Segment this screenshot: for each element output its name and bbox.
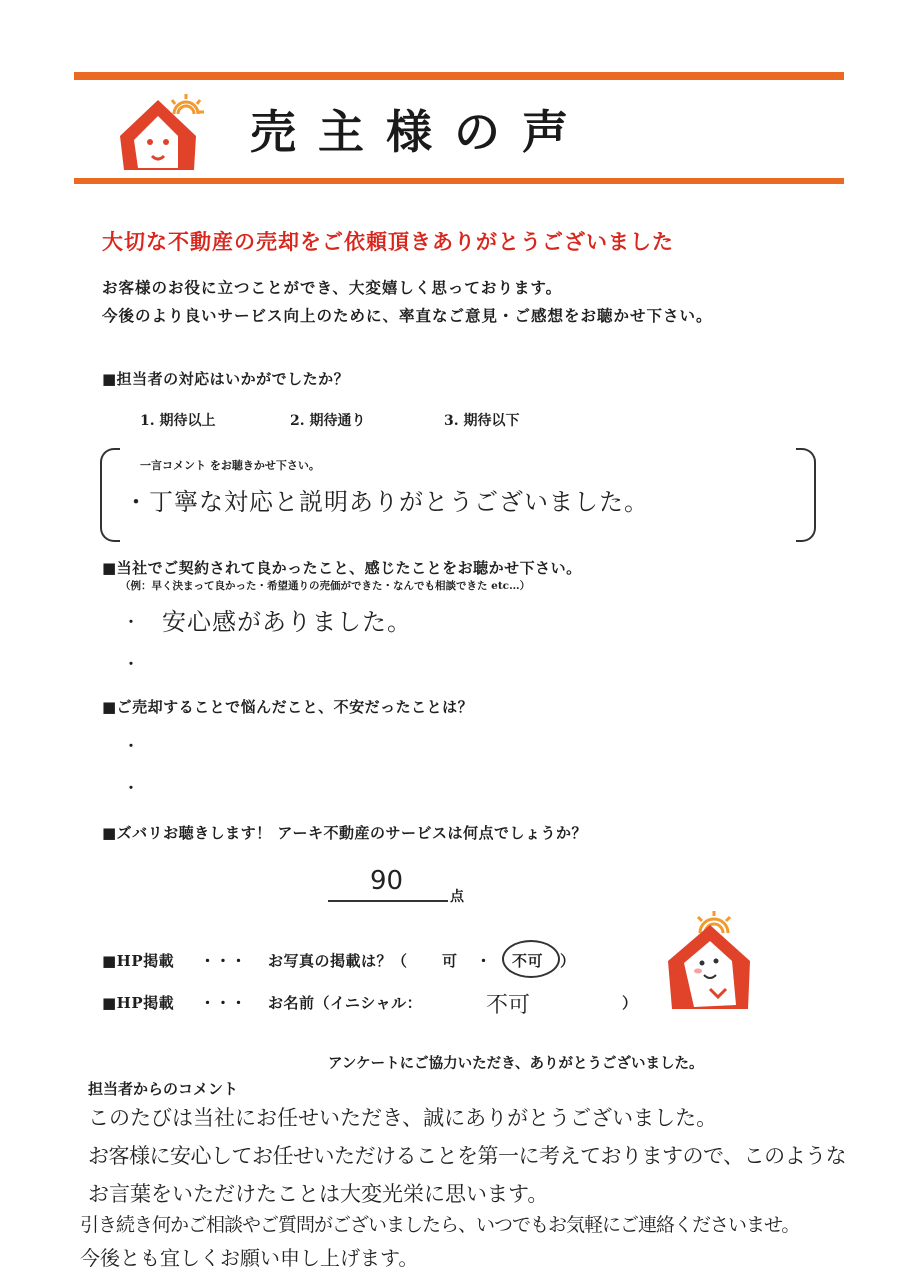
header-bottom-line <box>74 178 844 184</box>
staff-comment-line-2: お客様に安心してお任せいただけることを第一に考えておりますので、このような <box>88 1144 847 1168</box>
hp-name-label: ■HP掲載 <box>102 994 175 1012</box>
staff-comment-line-4: 引き続き何かご相談やご質問がございましたら、いつでもお気軽にご連絡くださいませ。 <box>80 1214 800 1236</box>
house-mascot-logo <box>112 90 208 174</box>
q1-option-2: 2. 期待通り <box>290 413 366 429</box>
q1-option-3: 3. 期待以下 <box>444 413 520 429</box>
q3-bullet-1: ・ <box>124 739 138 755</box>
intro-line-1: お客様のお役に立つことができ、大変嬉しく思っております。 <box>102 278 563 297</box>
q1-answer: ・丁寧な対応と説明ありがとうございました。 <box>124 488 649 516</box>
q2-bullet-1: ・ <box>124 615 138 631</box>
staff-comment-heading: 担当者からのコメント <box>88 1080 239 1098</box>
comment-bracket-left <box>100 448 120 542</box>
q2-example: （例：早く決まって良かった・希望通りの売価ができた・なんでも相談できた etc…） <box>120 580 531 592</box>
header-top-line <box>74 72 844 80</box>
hp-name-answer: 不可 <box>486 993 531 1018</box>
hp-photo-question: お写真の掲載は？（ <box>268 952 408 970</box>
staff-comment-line-1: このたびは当社にお任せいただき、誠にありがとうございました。 <box>88 1106 718 1130</box>
q2-bullet-2: ・ <box>124 657 138 673</box>
hp-name-question: お名前（イニシャル： <box>268 994 423 1012</box>
hp-photo-sep: ・ <box>476 952 492 970</box>
q4-question: ■ズバリお聴きします！ アーキ不動産のサービスは何点でしょうか？ <box>102 824 587 842</box>
hp-photo-dots: ・・・ <box>200 952 247 970</box>
q1-question: ■担当者の対応はいかがでしたか？ <box>102 370 350 388</box>
headline: 大切な不動産の売却をご依頼頂きありがとうございました <box>102 229 674 254</box>
q4-unit: 点 <box>450 889 464 905</box>
hp-photo-close: ） <box>560 952 576 970</box>
q2-question: ■当社でご契約されて良かったこと、感じたことをお聴かせ下さい。 <box>102 559 582 577</box>
hp-name-close: ） <box>622 994 638 1012</box>
comment-bracket-right <box>796 448 816 542</box>
hp-photo-yes: 可 <box>442 952 458 970</box>
hp-photo-no: 不可 <box>512 952 544 970</box>
thanks-message: アンケートにご協力いただき、ありがとうございました。 <box>328 1055 704 1072</box>
q1-comment-label: 一言コメント をお聴きかせ下さい。 <box>140 459 320 472</box>
staff-comment-line-3: お言葉をいただけたことは大変光栄に思います。 <box>88 1182 549 1206</box>
q3-bullet-2: ・ <box>124 781 138 797</box>
hp-name-dots: ・・・ <box>200 994 247 1012</box>
q4-score-underline <box>328 900 448 902</box>
house-mascot-illustration <box>660 905 760 1015</box>
page-title: 売主様の声 <box>250 105 590 159</box>
q1-option-1: 1. 期待以上 <box>140 413 216 429</box>
intro-line-2: 今後のより良いサービス向上のために、率直なご意見・ご感想をお聴かせ下さい。 <box>102 306 713 325</box>
staff-comment-line-5: 今後とも宜しくお願い申し上げます。 <box>80 1246 419 1270</box>
q4-score: 90 <box>370 866 404 896</box>
hp-photo-label: ■HP掲載 <box>102 952 175 970</box>
q2-answer-1: 安心感がありました。 <box>162 608 412 636</box>
q3-question: ■ご売却することで悩んだこと、不安だったことは？ <box>102 698 474 716</box>
